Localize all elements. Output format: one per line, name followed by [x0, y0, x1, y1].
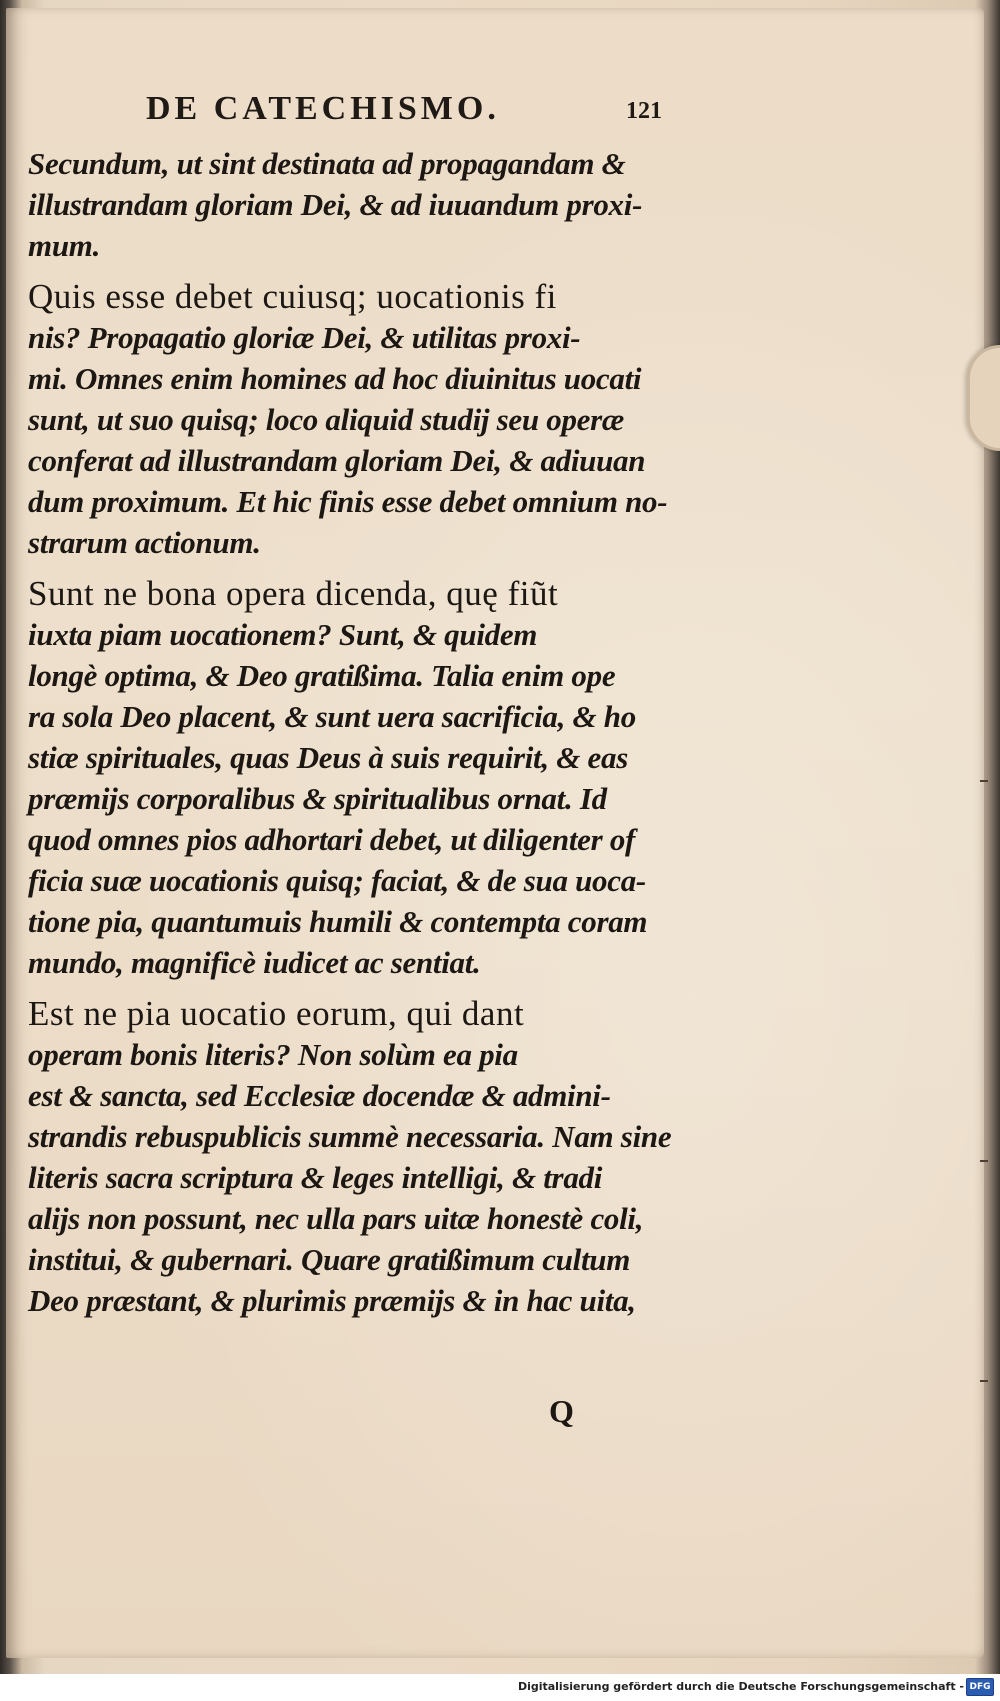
text-line: stiæ spirituales, quas Deus à suis requirit, & eas [28, 740, 628, 775]
text-line: conferat ad illustrandam gloriam Dei, & adiuuan [28, 443, 646, 478]
page-tab-marker [967, 345, 1000, 451]
text-line: institui, & gubernari. Quare gratißimum cultum [28, 1242, 631, 1277]
paragraph-gap [28, 266, 678, 276]
text-line: dum proximum. Et hic finis esse debet omnium no- [28, 484, 668, 519]
question-line: Est ne pia uocatio eorum, qui dant [28, 994, 525, 1033]
book-page [6, 8, 984, 1658]
text-line: mi. Omnes enim homines ad hoc diuinitus uocati [28, 361, 642, 396]
footer-bar [0, 1674, 1000, 1701]
text-line: mum. [28, 228, 101, 263]
catchword: Q [549, 1393, 574, 1429]
running-head: DE CATECHISMO. [146, 90, 500, 127]
edge-tick [980, 1160, 988, 1162]
dfg-logo: DFG [966, 1678, 994, 1696]
paragraph-gap [28, 563, 678, 573]
text-line: ra sola Deo placent, & sunt uera sacrificia, & ho [28, 699, 636, 734]
text-line: longè optima, & Deo gratißima. Talia enim ope [28, 658, 616, 693]
text-line: Deo præstant, & plurimis præmijs & in hac uita, [28, 1283, 636, 1318]
text-line: alijs non possunt, nec ulla pars uitæ honestè coli, [28, 1201, 644, 1236]
text-line: quod omnes pios adhortari debet, ut diligenter of [28, 822, 636, 857]
text-line: illustrandam gloriam Dei, & ad iuuandum proxi- [28, 187, 643, 222]
text-line: strarum actionum. [28, 525, 261, 560]
funding-credit: Digitalisierung gefördert durch die Deutsche Forschungsgemeinschaft - [517, 1680, 964, 1693]
text-line: tione pia, quantumuis humili & contempta coram [28, 904, 648, 939]
question-line: Quis esse debet cuiusq; uocationis fi [28, 277, 557, 316]
text-line: operam bonis literis? Non solùm ea pia [28, 1037, 518, 1072]
text-line: Secundum, ut sint destinata ad propagandam & [28, 146, 626, 181]
text-line: nis? Propagatio gloriæ Dei, & utilitas proxi- [28, 320, 581, 355]
text-line: præmijs corporalibus & spiritualibus ornat. Id [28, 781, 607, 816]
text-line: est & sancta, sed Ecclesiæ docendæ & admini- [28, 1078, 611, 1113]
question-line: Sunt ne bona opera dicenda, quę fiũt [28, 574, 559, 613]
text-line: strandis rebuspublicis summè necessaria. Nam sine [28, 1119, 672, 1154]
edge-tick [980, 780, 988, 782]
text-line: mundo, magnificè iudicet ac sentiat. [28, 945, 481, 980]
text-line: sunt, ut suo quisq; loco aliquid studij seu operæ [28, 402, 624, 437]
edge-tick [980, 1380, 988, 1382]
text-line: iuxta piam uocationem? Sunt, & quidem [28, 617, 538, 652]
page-number: 121 [626, 98, 662, 124]
paragraph-gap [28, 983, 678, 993]
text-block [28, 143, 678, 1321]
text-line: ficia suæ uocationis quisq; faciat, & de sua uoca- [28, 863, 646, 898]
text-line: literis sacra scriptura & leges intelligi, & tradi [28, 1160, 603, 1195]
